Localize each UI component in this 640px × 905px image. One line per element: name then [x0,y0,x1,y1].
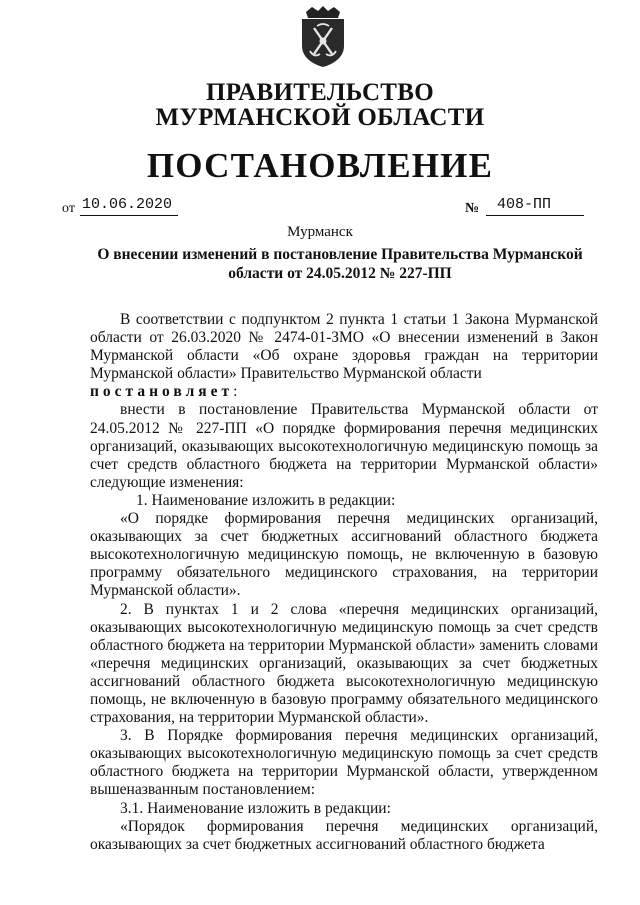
number-underline [486,215,584,216]
intro-text: В соответствии с подпунктом 2 пункта 1 статьи 1 Закона Мурманской области от 26.03.2020 № 2474-01-ЗМО «О внесении изменений в Закон Мурманской области «Об охране здоровья граждан на территории Мурманской области» Правительство Мурманской области [90,311,598,383]
document-body [90,311,598,854]
city-name: Мурманск [287,224,353,240]
date-prefix: от [62,201,75,216]
subject-line-2: области от 24.05.2012 № 227-ПП [228,265,452,282]
resolves-colon: : [233,383,238,401]
gov-title-line-2: МУРМАНСКОЙ ОБЛАСТИ [155,104,485,131]
government-name [0,80,640,130]
number-sign: № [465,201,480,216]
paragraph-1-text: «О порядке формирования перечня медицинских организаций, оказывающих за счет бюджетных ассигнований областного бюджета высокотехнологичную медицинскую помощь, не включенную в базовую программу обязательного медицинского страхования, на территории Мурманской области». [90,510,598,600]
paragraph-2: 2. В пунктах 1 и 2 слова «перечня медицинских организаций, оказывающих высокотехнологичную медицинскую помощь за счет средств областного бюджета на территории Мурманской области» заменить словами «перечня медицинских организаций, оказывающих за счет бюджетных ассигнований областного бюджета высокотехнологичную медицинскую помощь, не включенную в базовую программу обязательного медицинского страхования, на территории Мурманской области». [90,600,598,727]
paragraph-intro [90,311,598,383]
document-type-title: ПОСТАНОВЛЕНИЕ [146,146,494,185]
document-number: 408-ПП [497,196,552,213]
paragraph-resolves [90,383,598,401]
paragraph-1: 1. Наименование изложить в редакции: [136,491,396,509]
paragraph-3: 3. В Порядке формирования перечня медицинских организаций, оказывающих высокотехнологичную медицинскую помощь за счет средств областного бюджета на территории Мурманской области, утвержденном вышеназванным постановлением: [90,727,598,799]
coat-of-arms-icon [296,6,350,68]
paragraph-3-1: 3.1. Наименование изложить в редакции: [120,799,391,817]
paragraph-enact: внести в постановление Правительства Мурманской области от 24.05.2012 № 227-ПП «О порядке формирования перечня медицинских организаций, оказывающих высокотехнологичную медицинскую помощь за счет средств областного бюджета на территории Мурманской области» следующие изменения: [90,401,598,491]
document-date: 10.06.2020 [82,196,173,213]
gov-title-line-1: ПРАВИТЕЛЬСТВО [206,79,434,106]
date-underline [80,215,178,216]
resolves-word: постановляет [90,383,234,401]
subject-line-1: О внесении изменений в постановление Правительства Мурманской [97,246,583,263]
document-subject [90,245,590,283]
paragraph-3-1-text: «Порядок формирования перечня медицинских организаций, оказывающих за счет бюджетных ассигнований областного бюджета [90,817,598,853]
